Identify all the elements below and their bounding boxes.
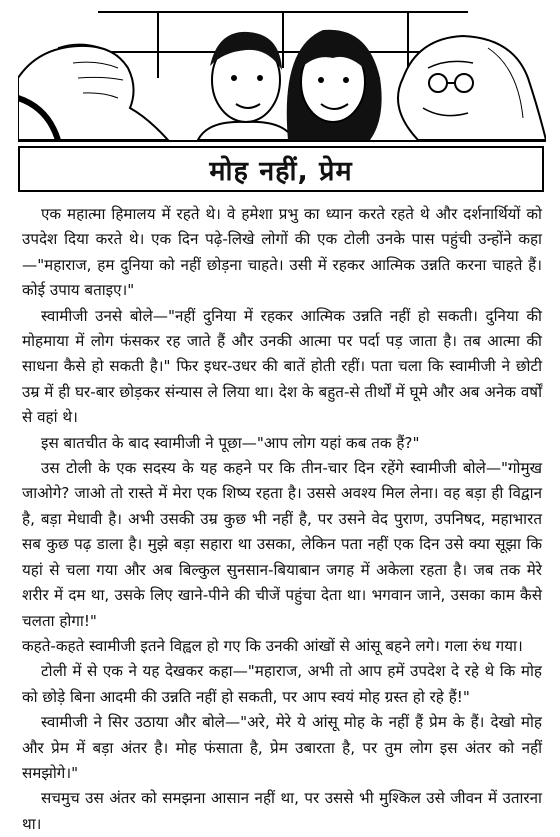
story-title-box [18, 146, 544, 192]
story-body [22, 202, 542, 837]
paragraph-6: टोली में से एक ने यह देखकर कहा—"महाराज, अभी तो आप हमें उपदेश दे रहे थे कि मोह को छोड़े बिना आदमी की उन्नति नहीं हो सकती, पर आप स्वयं मोह ग्रस्त हो रहे हैं!" [22, 662, 542, 706]
paragraph-7: स्वामीजी ने सिर उठाया और बोले—"अरे, मेरे ये आंसू मोह के नहीं हैं प्रेम के हैं। देखो मोह और प्रेम में बड़ा अंतर है। मोह फंसाता है, प्रेम उबारता है, पर तुम लोग इस अंतर को नहीं समझोगे।" [22, 713, 542, 782]
paragraph-3: इस बातचीत के बाद स्वामीजी ने पूछा—"आप लोग यहां कब तक हैं?" [41, 433, 420, 452]
paragraph-8: सचमुच उस अंतर को समझना आसान नहीं था, पर उससे भी मुश्किल उसे जीवन में उतारना था। [22, 789, 542, 833]
paragraph-4: उस टोली के एक सदस्य के यह कहने पर कि तीन-चार दिन रहेंगे स्वामीजी बोले—"गोमुख जाओगे? जाओ तो रास्ते में मेरा एक शिष्य रहता है। उससे अवश्य मिल लेना। वह बड़ा ही विद्वान है, बड़ा मेधावी है। अभी उसकी उम्र कुछ भी नहीं है, पर उसने वेद पुराण, उपनिषद, महाभारत सब कुछ पढ़ डाला है। मुझे बड़ा सहारा था उसका, लेकिन पता नहीं एक दिन उसे क्या सूझा कि यहां से चला गया और अब बिल्कुल सुनसान-बियाबान जगह में अकेला रहता है। जब तक मेरे शरीर में दम था, उसके लिए खाने-पीने की चीजें पहुंचा देता था। भगवान जाने, उसका काम कैसे चलता होगा!" [22, 459, 542, 630]
paragraph-1: एक महात्मा हिमालय में रहते थे। वे हमेशा प्रभु का ध्यान करते रहते थे और दर्शनार्थियों को उपदेश दिया करते थे। एक दिन पढ़े-लिखे लोगों की एक टोली उनके पास पहुंची उन्होंने कहा—"महाराज, हम दुनिया को नहीं छोड़ना चाहते। उसी में रहकर आत्मिक उन्नति करना चाहते हैं। कोई उपाय बताइए।" [22, 205, 542, 300]
paragraph-5: कहते-कहते स्वामीजी इतने विह्वल हो गए कि उनकी आंखों से आंसू बहने लगे। गला रुंध गया। [22, 636, 523, 655]
old-man-figure [398, 36, 546, 140]
girl-figure [287, 30, 382, 140]
boy-figure [198, 32, 294, 140]
old-woman-figure [18, 44, 168, 140]
story-title: मोह नहीं, प्रेम [209, 155, 353, 187]
paragraph-2: स्वामीजी उनसे बोले—"नहीं दुनिया में रहकर आत्मिक उन्नति नहीं हो सकती। दुनिया की मोहमाया में लोग फंसकर रह जाते हैं और उनकी आत्मा पर पर्दा पड़ जाता है। तब आत्मा की साधना कैसे हो सकती है।" फिर इधर-उधर की बातें होती रहीं। पता चला कि स्वामीजी ने छोटी उम्र में ही घर-बार छोड़कर संन्यास ले लिया था। देश के बहुत-से तीर्थों में घूमे और अब अनेक वर्षों से वहां थे। [22, 306, 542, 427]
story-illustration [18, 8, 546, 142]
